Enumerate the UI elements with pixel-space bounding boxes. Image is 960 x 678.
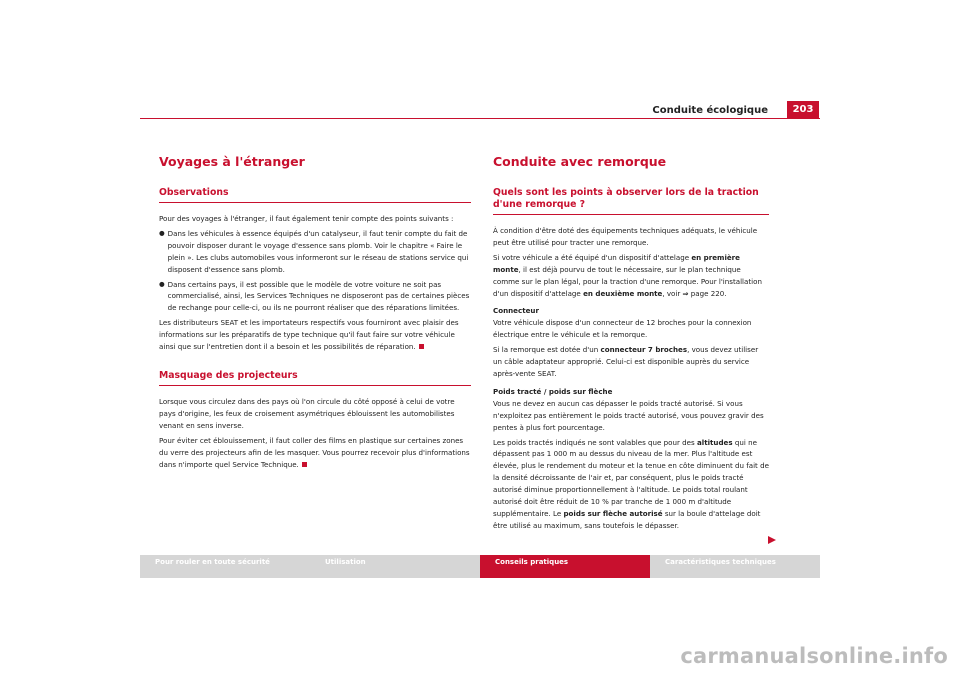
- bullet-text: Dans certains pays, il est possible que le modèle de votre voiture ne soit pas commercialisé, ainsi, les Services Techniques ne disposeront pas de certaines pièces de rechange pour celle-ci, ou ils ne pourront réaliser que des réparations limitées.: [167, 279, 470, 313]
- text-fragment: , vous devez utiliser un câble adaptateur approprié. Celui-ci est disponible auprès du service après-vente SEAT.: [493, 345, 759, 378]
- keyword-altitudes: altitudes: [697, 437, 733, 447]
- bullet-icon: ●: [159, 279, 165, 288]
- text-fragment: , voir: [662, 288, 683, 298]
- list-item: [159, 279, 471, 315]
- text-fragment: Les poids tractés indiqués ne sont valables que pour des: [493, 437, 697, 447]
- end-of-section-icon: [419, 344, 424, 349]
- keyword-deuxieme-monte: en deuxième monte: [583, 288, 663, 298]
- page-number-badge: 203: [787, 101, 819, 119]
- footer-navigation: [140, 555, 820, 578]
- end-of-section-icon: [302, 462, 307, 467]
- bullet-icon: ●: [159, 228, 165, 237]
- connecteur-paragraph-2: [493, 344, 769, 380]
- remorque-paragraph-1: À condition d'être doté des équipements techniques adéquats, le véhicule peut être utilisé pour tracter une remorque.: [493, 226, 758, 247]
- subheading-observations: Observations: [159, 187, 471, 203]
- text-fragment: Si votre véhicule a été équipé d'un dispositif d'attelage: [493, 252, 692, 262]
- projecteurs-paragraph-2-text: Pour éviter cet éblouissement, il faut coller des films en plastique sur certaines zones du verre des projecteurs afin de les masquer. Vous pourrez recevoir plus d'informations dans n'importe quel Service Technique.: [159, 435, 470, 469]
- running-header-title: Conduite écologique: [652, 105, 768, 116]
- projecteurs-paragraph-1: Lorsque vous circulez dans des pays où l'on circule du côté opposé à celui de votre pays d'origine, les feux de croisement asymétriques éblouissent les automobilistes venant en sens inverse.: [159, 396, 455, 430]
- page-reference-arrow-icon[interactable]: ⇒: [682, 288, 689, 298]
- header-rule: [140, 118, 820, 119]
- poids-paragraph-2: [493, 437, 769, 532]
- footer-tab-conseils-pratiques[interactable]: Conseils pratiques: [480, 555, 650, 578]
- bullet-text: Dans les véhicules à essence équipés d'un catalyseur, il faut tenir compte du fait de pouvoir disposer durant le voyage d'essence sans plomb. Voir le chapitre « Faire le plein ». Les clubs automobiles vous informeront sur le réseau de stations service qui disposent d'essence sans plomb.: [167, 228, 469, 274]
- remorque-paragraph-2: [493, 252, 769, 300]
- right-column: [493, 150, 769, 535]
- text-fragment: sur la boule d'attelage doit être utilisé au maximum, sans toutefois le dépasser.: [493, 508, 761, 530]
- continue-arrow-icon: [768, 536, 776, 544]
- watermark-text: carmanualsonline.info: [680, 644, 948, 668]
- left-column: [159, 150, 471, 473]
- observations-intro: Pour des voyages à l'étranger, il faut également tenir compte des points suivants :: [159, 214, 454, 223]
- projecteurs-paragraph-2: [159, 435, 471, 471]
- text-fragment: Si la remorque est dotée d'un: [493, 345, 601, 355]
- footer-tab-caracteristiques[interactable]: Caractéristiques techniques: [665, 558, 776, 566]
- footer-tab-utilisation[interactable]: Utilisation: [325, 558, 366, 566]
- observations-closing-paragraph: [159, 317, 471, 353]
- observations-closing-text: Les distributeurs SEAT et les importateurs respectifs vous fourniront avec plaisir des informations sur les préparatifs de type technique qu'il faut faire sur votre véhicule ainsi que sur l'entretien dont il a besoin et les possibilités de réparation.: [159, 318, 459, 352]
- poids-paragraph-1: Vous ne devez en aucun cas dépasser le poids tracté autorisé. Si vous n'exploitez pas entièrement le poids tracté autorisé, vous pouvez gravir des pentes à plus fort pourcentage.: [493, 398, 764, 432]
- list-item: [159, 228, 471, 276]
- section-heading-voyages: Voyages à l'étranger: [159, 154, 305, 169]
- keyword-connecteur-7-broches: connecteur 7 broches: [600, 345, 688, 355]
- footer-tab-securite[interactable]: Pour rouler en toute sécurité: [155, 558, 270, 566]
- subheading-poids-tracte: Poids tracté / poids sur flèche: [493, 386, 613, 396]
- keyword-premiere-monte: en première monte: [493, 252, 740, 274]
- subheading-masquage-projecteurs: Masquage des projecteurs: [159, 370, 471, 386]
- connecteur-paragraph-1: Votre véhicule dispose d'un connecteur de 12 broches pour la connexion électrique entre le véhicule et la remorque.: [493, 318, 752, 340]
- text-fragment: qui ne dépassent pas 1 000 m au dessus du niveau de la mer. Plus l'altitude est élevée, plus le rendement du moteur et la tenue en côte diminuent du fait de la densité décroissante de l'air et, par conséquent, plus le poids tracté autorisé diminue proportionnellement à l'altitude. Le poids total roulant autorisé doit être réduit de 10 % par tranche de 1 000 m d'altitude supplémentaire. Le: [493, 437, 769, 518]
- subheading-connecteur: Connecteur: [493, 306, 539, 316]
- section-heading-remorque: Conduite avec remorque: [493, 154, 667, 169]
- subheading-traction-remorque: Quels sont les points à observer lors de la traction d'une remorque ?: [493, 187, 769, 215]
- keyword-poids-sur-fleche: poids sur flèche autorisé: [563, 508, 663, 518]
- text-fragment: , il est déjà pourvu de tout le nécessaire, sur le plan technique comme sur le plan légal, pour la traction d'une remorque. Pour l'installation d'un dispositif d'attelage: [493, 264, 762, 298]
- page-reference-link[interactable]: page 220.: [688, 288, 727, 298]
